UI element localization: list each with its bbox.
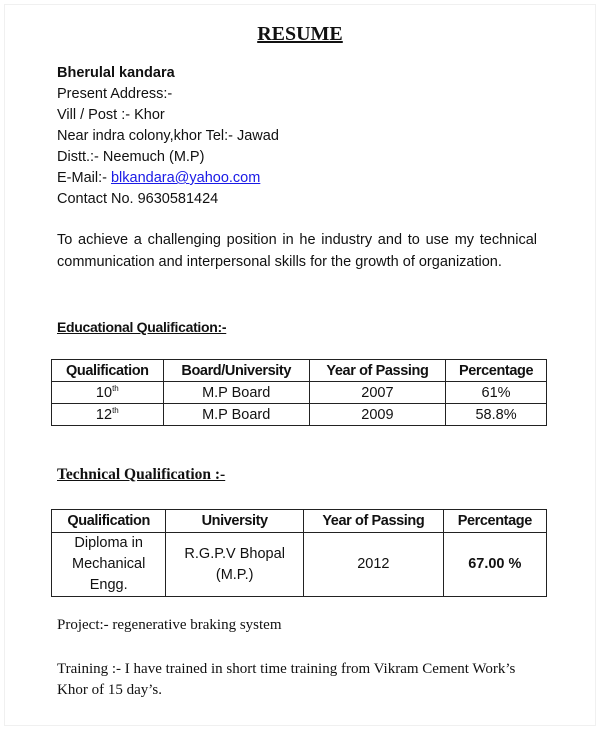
header-percentage: Percentage: [446, 360, 547, 382]
address-line-1: Vill / Post :- Khor: [57, 107, 165, 123]
phone-line: Contact No. 9630581424: [57, 191, 219, 207]
address-label: Present Address:-: [57, 86, 173, 102]
objective-paragraph: To achieve a challenging position in he industry and to use my technical communication and interpersonal skills for the growth of organization.: [57, 232, 537, 270]
cell-year: 2009: [309, 404, 445, 426]
header-percentage: Percentage: [443, 510, 546, 533]
educational-heading: Educational Qualification:-: [57, 319, 227, 335]
cell-percentage: 61%: [446, 382, 547, 404]
cell-year: 2012: [304, 533, 444, 597]
cell-qualification: 10th: [52, 382, 164, 404]
cell-qualification: Diploma in Mechanical Engg.: [52, 533, 166, 597]
resume-title: RESUME: [257, 23, 343, 45]
table-header-row: [52, 360, 547, 382]
header-year: Year of Passing: [304, 510, 444, 533]
resume-page: [4, 4, 596, 726]
header-qualification: Qualification: [52, 510, 166, 533]
project-line: Project:- regenerative braking system: [57, 617, 282, 633]
cell-percentage: 67.00 %: [443, 533, 546, 597]
cell-qualification: 12th: [52, 404, 164, 426]
header-year: Year of Passing: [309, 360, 445, 382]
candidate-name: Bherulal kandara: [57, 65, 175, 81]
email-line: [57, 168, 279, 189]
educational-table: [51, 359, 547, 426]
address-line-2: Near indra colony,khor Tel:- Jawad: [57, 128, 279, 144]
cell-university: R.G.P.V Bhopal (M.P.): [166, 533, 304, 597]
training-paragraph: Training :- I have trained in short time training from Vikram Cement Work’s Khor of 15 day’s.: [57, 661, 516, 698]
contact-block: [57, 63, 279, 210]
email-link[interactable]: blkandara@yahoo.com: [110, 170, 261, 186]
technical-heading: Technical Qualification :-: [57, 466, 226, 483]
cell-year: 2007: [309, 382, 445, 404]
header-qualification: Qualification: [52, 360, 164, 382]
cell-board: M.P Board: [163, 404, 309, 426]
cell-percentage: 58.8%: [446, 404, 547, 426]
header-university: University: [166, 510, 304, 533]
cell-board: M.P Board: [163, 382, 309, 404]
table-header-row: [52, 510, 547, 533]
table-row: [52, 404, 547, 426]
table-row: [52, 382, 547, 404]
table-row: [52, 533, 547, 597]
address-line-3: Distt.:- Neemuch (M.P): [57, 149, 205, 165]
header-board: Board/University: [163, 360, 309, 382]
email-label: E-Mail:-: [57, 170, 111, 186]
technical-table: [51, 509, 547, 597]
